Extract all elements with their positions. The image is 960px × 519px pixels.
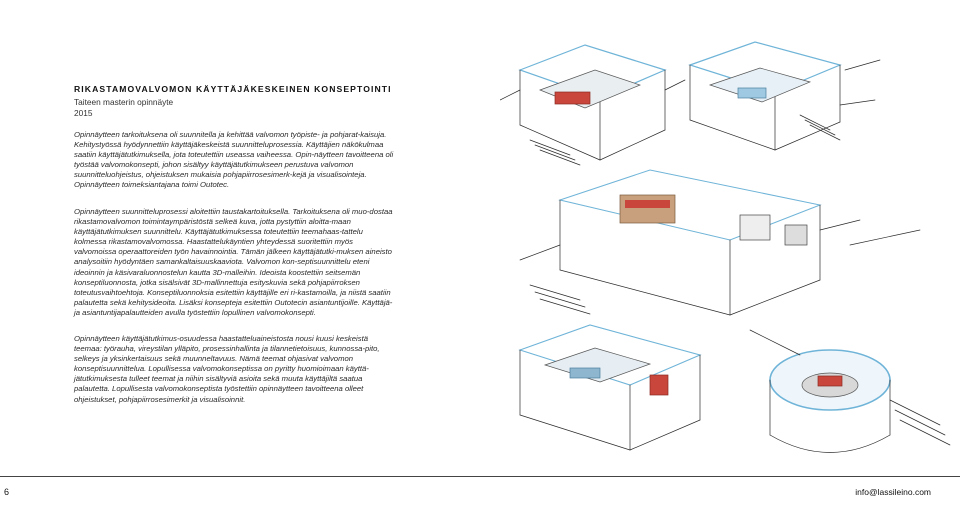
footer-divider-right bbox=[480, 476, 960, 477]
sketch-room-5 bbox=[750, 330, 950, 453]
paragraph-intro: Opinnäytteen tarkoituksena oli suunnitella ja kehittää valvomon työpiste- ja pohjarat-kaisuja. Kehitystyössä hyödynnettiin käyttäjäkeskeistä suunnitteluprosessia. Käyttäjien näkökulmaa saatiin käyttäjätutkimuksella, jota toteutettiin useassa vaiheessa. Opin-näytteen tavoitteena oli työstää valvomokonsepti, johon sisältyy käyttäjätutkimukseen perustuva valvomon suunnitteluohjeistus, ohjeistuksen mukaisia pohjapiirrosesimerk-kejä ja visualisointeja. Opinnäytteen toimeksiantajana toimi Outotec. bbox=[74, 130, 394, 190]
paragraph-results: Opinnäytteen käyttäjätutkimus-osuudessa haastatteluaineistosta nousi kuusi keskeistä teemaa: työrauha, vireystilan ylläpito, prosessinhallinta ja tilannetietoisuus, kunnossa-pito, selkeys ja yksinkertaisuus sekä muunneltavuus. Nämä teemat ohjasivat valvomon konseptisuunnittelua. Lopullisessa valvomokonseptissa on pyritty huomioimaan käyttä-jätutkimuksesta tulleet teemat ja niihin sisältyviä asioita sekä muuta käyttäjiltä saatua palautetta. Lopullisesta valvomokonseptista työstettiin opinnäytteen tavoitteena olleet ohjeistukset, pohjapiirrosesimerkit ja visualisoinnit. bbox=[74, 334, 380, 404]
sketch-room-3 bbox=[520, 170, 920, 315]
control-room-sketches bbox=[500, 30, 960, 470]
page-number: 6 bbox=[4, 487, 10, 497]
page-subtitle bbox=[74, 97, 173, 118]
page-title: RIKASTAMOVALVOMON KÄYTTÄJÄKESKEINEN KONSEPTOINTI bbox=[74, 84, 392, 94]
subtitle-year: 2015 bbox=[74, 107, 93, 118]
sketch-room-1 bbox=[500, 45, 685, 165]
sketch-room-2 bbox=[690, 42, 880, 150]
contact-email[interactable]: info@lassileino.com bbox=[855, 487, 931, 497]
subtitle-line: Taiteen masterin opinnäyte bbox=[74, 97, 174, 107]
sketch-room-4 bbox=[520, 325, 700, 450]
footer-divider-left bbox=[0, 476, 480, 477]
paragraph-process: Opinnäytteen suunnitteluprosessi aloitettiin taustakartoituksella. Tarkoituksena oli muo-dostaa rikastamovalvomon toimintaympäristöstä selkeä kuva, jotta pystyttiin aloitta-maan käyttäjätutkimuksen suunnittelu. Käyttäjätutkimuksessa toteutettiin teemahaas-tattelu kolmessa rikastamovalvomossa. Haastattelukäyntien yhteydessä suoritettiin myös valvomoissa operaattoreiden työn havainnointia. Tämän jälkeen käyttäjätutki-muksen aineisto analysoitiin hyödyntäen samankaltaisuuskaaviota. Valvomon kon-septisuunnittelu eteni ideoinnin ja käsivaraluonnostelun kautta 3D-malleihin. Ideoista koostettiin seitsemän konseptiluonnosta, jotka sisälsivät 3D-mallinnettuja esityskuvia sekä pohjapiirroksen toteutusvaihtoehtoja. Konseptiluonnoksia esitettiin käyttäjille eri ri-kastamoilla, ja niistä saatiin palautetta sekä kehitysideoita. Lisäksi konsepteja esitettiin Outotecin asiantuntijoille. Käyttäjä- ja asiantuntijapalautteiden avulla työstettiin lopullinen valvomokonsepti. bbox=[74, 207, 393, 317]
